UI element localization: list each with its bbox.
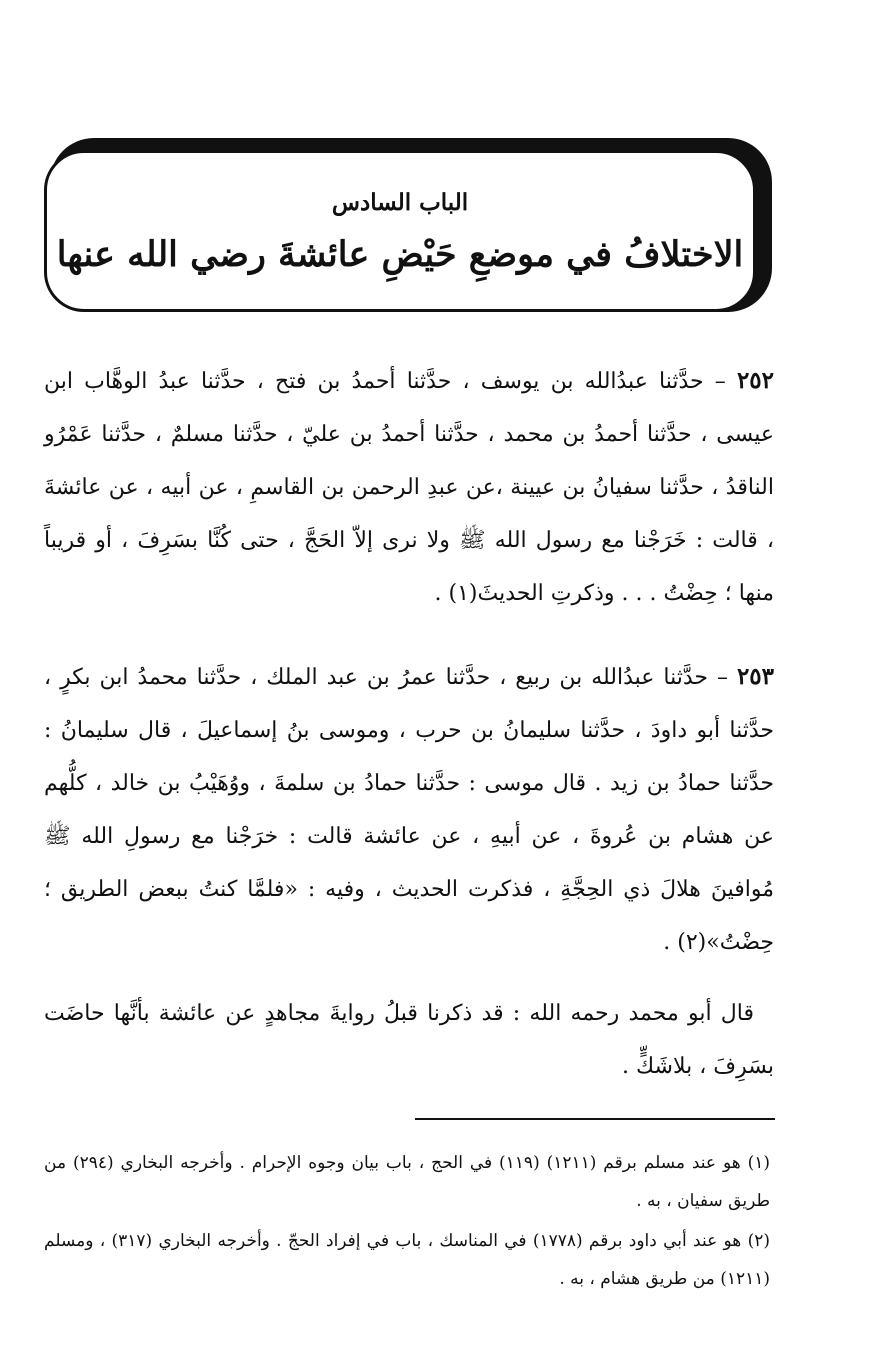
chapter-title: الاختلافُ في موضعِ حَيْضِ عائشةَ رضي الله عنها [56,234,744,275]
footnote-1: (١) هو عند مسلم برقم (١٢١١) (١١٩) في الحج ، باب بيان وجوه الإحرام . وأخرجه البخاري (٢٩٤) من طريق سفيان ، به . [44,1153,771,1211]
chapter-title-frame [44,138,772,322]
chapter-label: الباب السادس [331,189,469,216]
footnote-separator [415,1118,775,1120]
hadith-253 [44,650,774,969]
author-note-text: قال أبو محمد رحمه الله : قد ذكرنا قبلُ روايةَ مجاهدٍ عن عائشة بأنَّها حاضَت بسَرِفَ ، بلاشَكٍّ . [44,1001,774,1079]
hadith-text: – حدَّثنا عبدُالله بن يوسف ، حدَّثنا أحمدُ بن فتح ، حدَّثنا عبدُ الوهَّاب ابن عيسى ، حدَّثنا أحمدُ بن محمد ، حدَّثنا أحمدُ بن عليّ ، حدَّثنا مسلمٌ ، حدَّثنا عَمْرُو الناقدُ ، حدَّثنا سفيانُ بن عيينة ،عن عبدِ الرحمن بن القاسمِ ، عن أبيه ، عن عائشةَ ، قالت : خَرَجْنا مع رسول الله ﷺ ولا نرى إلاّ الحَجَّ ، حتى كُنَّا بسَرِفَ ، أو قريباً منها ؛ حِضْتُ . . . وذكرتِ الحديثَ(١) . [44,369,774,606]
hadith-number: ٢٥٣ [736,663,774,690]
hadith-text: – حدَّثنا عبدُالله بن ربيع ، حدَّثنا عمرُ بن عبد الملك ، حدَّثنا محمدُ ابن بكرٍ ، حدَّثنا أبو داودَ ، حدَّثنا سليمانُ بن حرب ، وموسى بنُ إسماعيلَ ، قال سليمانُ : حدَّثنا حمادُ بن زيد . قال موسى : حدَّثنا حمادُ بن سلمةَ ، ووُهَيْبُ بن خالد ، كلُّهم عن هشام بن عُروةَ ، عن أبيهِ ، عن عائشة قالت : خرَجْنا مع رسولِ الله ﷺ مُوافينَ هلالَ ذي الحِجَّةِ ، فذكرت الحديث ، وفيه : «فلمَّا كنتُ ببعض الطريق ؛ حِضْتُ»(٢) . [44,665,774,955]
footnote-2: (٢) هو عند أبي داود برقم (١٧٧٨) في المناسك ، باب في إفراد الحجّ . وأخرجه البخاري (٣١٧) ، ومسلم (١٢١١) من طريق هشام ، به . [44,1231,770,1289]
title-box [44,150,756,312]
author-note [44,987,774,1093]
hadith-252 [44,354,774,620]
hadith-number: ٢٥٢ [736,367,774,394]
